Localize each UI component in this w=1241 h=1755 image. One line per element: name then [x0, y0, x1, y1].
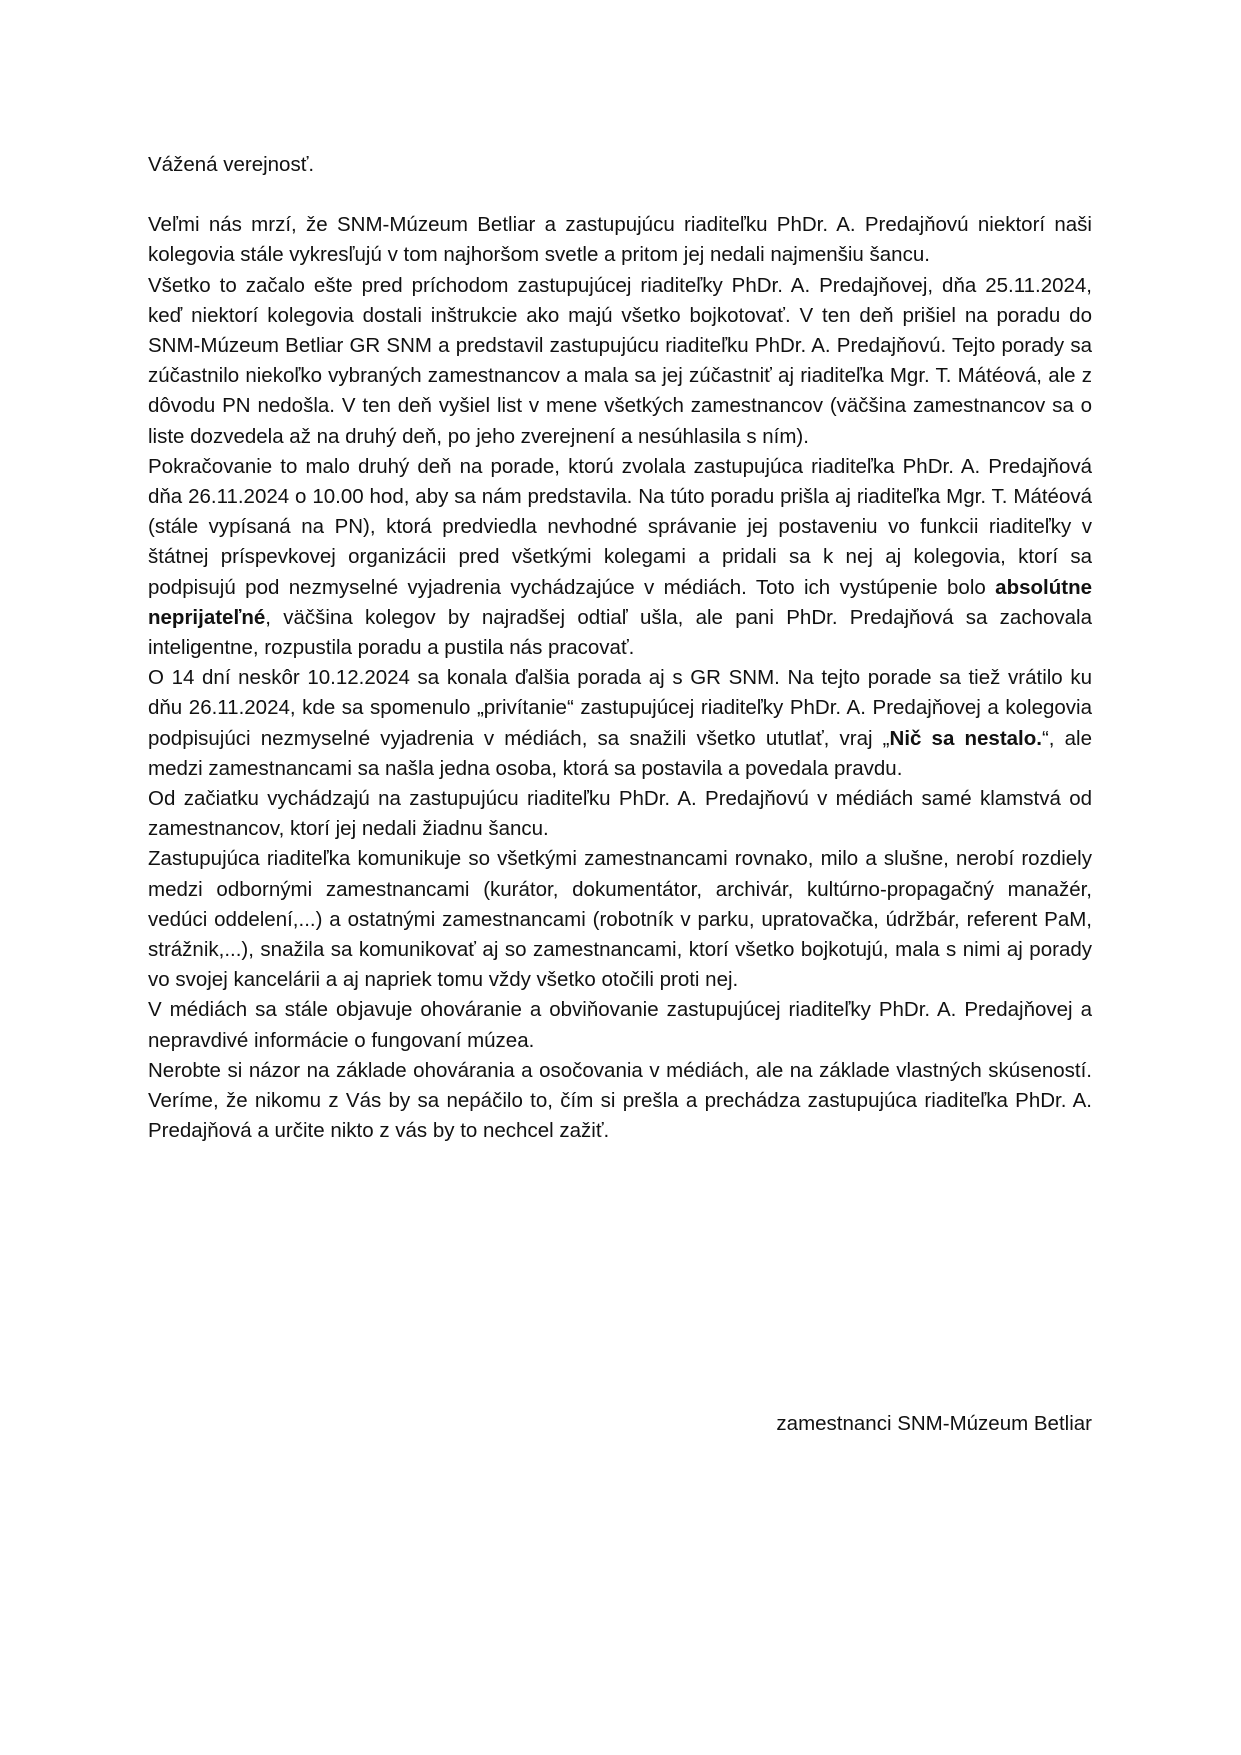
- paragraph: [148, 210, 1092, 270]
- paragraph: [148, 995, 1092, 1055]
- paragraph: [148, 271, 1092, 452]
- paragraph: [148, 784, 1092, 844]
- paragraph: [148, 1056, 1092, 1147]
- paragraph-text: Veľmi nás mrzí, že SNM-Múzeum Betliar a zastupujúcu riaditeľku PhDr. A. Predajňovú niektorí naši kolegovia stále vykresľujú v tom najhoršom svetle a pritom jej nedali najmenšiu šancu.: [148, 213, 1092, 267]
- paragraph-text: O 14 dní neskôr 10.12.2024 sa konala ďalšia porada aj s GR SNM. Na tejto porade sa tiež vrátilo ku dňu 26.11.2024, kde sa spomenulo „privítanie“ zastupujúcej riaditeľky PhDr. A. Predajňovej a kolegovia podpisujúci nezmyselné vyjadrenia v médiách, sa snažili všetko ututlať, vraj „: [148, 666, 1092, 750]
- paragraph-text: Zastupujúca riaditeľka komunikuje so všetkými zamestnancami rovnako, milo a slušne, nerobí rozdiely medzi odbornými zamestnancami (kurátor, dokumentátor, archivár, kultúrno-propagačný manažér, vedúci oddelení,...) a ostatnými zamestnancami (robotník v parku, upratovačka, údržbár, referent PaM, strážnik,...), snažila sa komunikovať aj so zamestnancami, ktorí všetko bojkotujú, mala s nimi aj porady vo svojej kancelárii a aj napriek tomu vždy všetko otočili proti nej.: [148, 847, 1092, 992]
- paragraph-text: “, ale medzi zamestnancami sa našla jedna osoba, ktorá sa postavila a povedala pravdu.: [148, 726, 1093, 780]
- paragraph-text: Všetko to začalo ešte pred príchodom zastupujúcej riaditeľky PhDr. A. Predajňovej, dňa 25.11.2024, keď niektorí kolegovia dostali inštrukcie ako majú všetko bojkotovať. V ten deň prišiel na poradu do SNM-Múzeum Betliar GR SNM a predstavil zastupujúcu riaditeľku PhDr. A. Predajňovú. Tejto porady sa zúčastnilo niekoľko vybraných zamestnancov a mala sa jej zúčastniť aj riaditeľka Mgr. T. Mátéová, ale z dôvodu PN nedošla. V ten deň vyšiel list v mene všetkých zamestnancov (väčšina zamestnancov sa o liste dozvedela až na druhý deň, po jeho zverejnení a nesúhlasila s ním).: [148, 273, 1092, 448]
- paragraph-list: [148, 210, 1092, 1146]
- bold-text: absolútne neprijateľné: [148, 575, 1092, 629]
- paragraph-text: Od začiatku vychádzajú na zastupujúcu riaditeľku PhDr. A. Predajňovú v médiách samé klamstvá od zamestnancov, ktorí jej nedali žiadnu šancu.: [148, 787, 1092, 841]
- letter-body: [148, 150, 1092, 1147]
- paragraph: [148, 452, 1092, 663]
- salutation: Vážená verejnosť.: [148, 153, 315, 176]
- signature: zamestnanci SNM-Múzeum Betliar: [776, 1412, 1092, 1435]
- paragraph: [148, 844, 1092, 995]
- paragraph-text: , väčšina kolegov by najradšej odtiaľ ušla, ale pani PhDr. Predajňová sa zachovala inteligentne, rozpustila poradu a pustila nás pracovať.: [148, 605, 1092, 660]
- paragraph-text: Pokračovanie to malo druhý deň na porade, ktorú zvolala zastupujúca riaditeľka PhDr. A. Predajňová dňa 26.11.2024 o 10.00 hod, aby sa nám predstavila. Na túto poradu prišla aj riaditeľka Mgr. T. Mátéová (stále vypísaná na PN), ktorá predviedla nevhodné správanie jej postaveniu vo funkcii riaditeľky v štátnej príspevkovej organizácii pred všetkými kolegami a pridali sa k nej aj kolegovia, ktorí sa podpisujú pod nezmyselné vyjadrenia vychádzajúce v médiách. Toto ich vystúpenie bolo: [148, 454, 1092, 599]
- bold-text: Nič sa nestalo.: [889, 726, 1042, 750]
- paragraph-text: V médiách sa stále objavuje ohováranie a obviňovanie zastupujúcej riaditeľky PhDr. A. Predajňovej a nepravdivé informácie o fungovaní múzea.: [148, 998, 1092, 1052]
- paragraph: [148, 663, 1092, 784]
- paragraph-text: Nerobte si názor na základe ohovárania a osočovania v médiách, ale na základe vlastných skúseností. Veríme, že nikomu z Vás by sa nepáčilo to, čím si prešla a prechádza zastupujúca riaditeľka PhDr. A. Predajňová a určite nikto z vás by to nechcel zažiť.: [148, 1058, 1092, 1143]
